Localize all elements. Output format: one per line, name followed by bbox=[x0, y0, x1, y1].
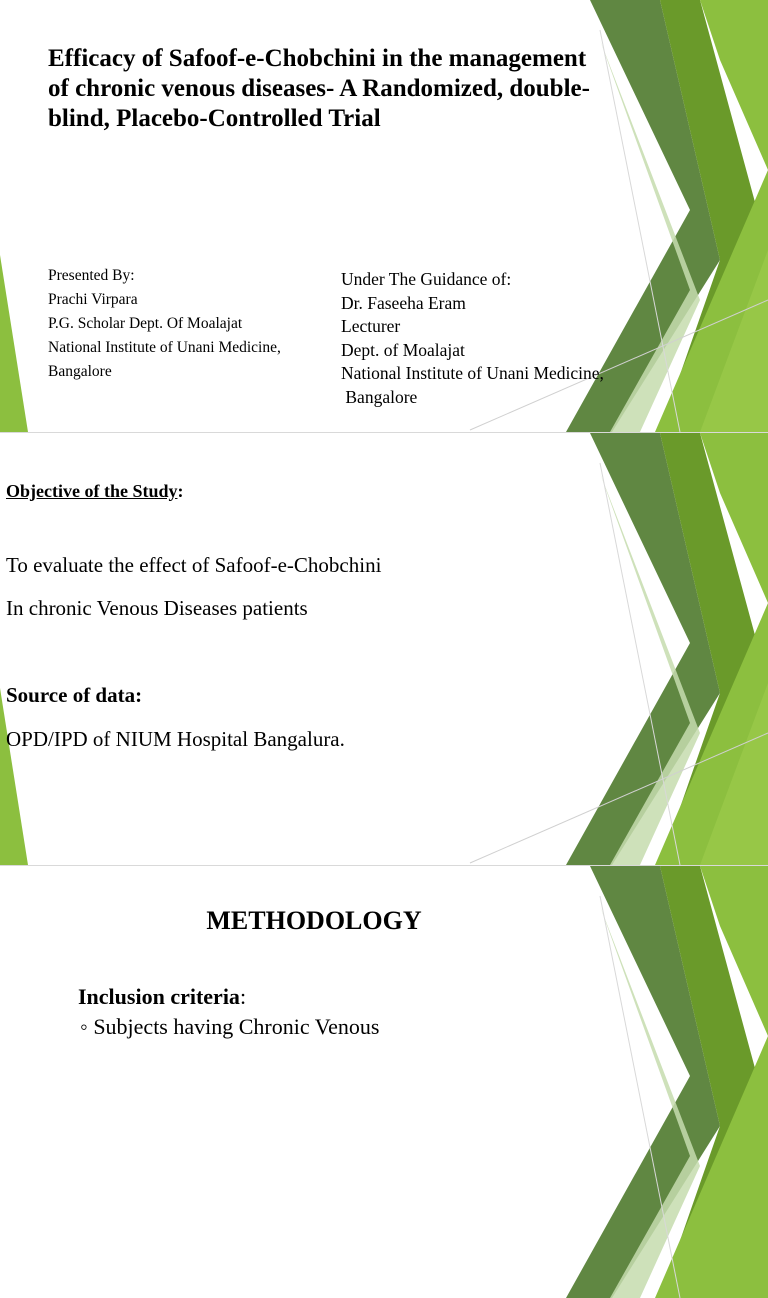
objective-slide bbox=[0, 433, 768, 865]
objective-heading: Objective of the Study: bbox=[6, 481, 184, 501]
inclusion-bullet: ◦ Subjects having Chronic Venous bbox=[80, 1014, 380, 1039]
presenter-institute: National Institute of Unani Medicine, bbox=[48, 339, 281, 356]
methodology-slide bbox=[0, 866, 768, 1039]
guide-dept: Dept. of Moalajat bbox=[341, 339, 465, 360]
presenter-name: Prachi Virpara bbox=[48, 291, 138, 308]
guide-institute: National Institute of Unani Medicine, bbox=[341, 363, 604, 383]
title-slide bbox=[0, 0, 768, 432]
source-heading: Source of data: bbox=[6, 683, 143, 707]
presenter-block bbox=[48, 264, 338, 384]
guide-city: Bangalore bbox=[341, 386, 418, 407]
objective-line-2: In chronic Venous Diseases patients bbox=[6, 596, 308, 620]
methodology-heading: METHODOLOGY bbox=[206, 906, 422, 935]
inclusion-criteria-heading: Inclusion criteria: bbox=[78, 984, 247, 1009]
objective-line-1: To evaluate the effect of Safoof-e-Chobchini bbox=[6, 553, 382, 577]
bullet-icon: ◦ bbox=[80, 1014, 94, 1039]
presenter-role: P.G. Scholar Dept. Of Moalajat bbox=[48, 315, 243, 332]
presentation-title: Efficacy of Safoof-e-Chobchini in the management of chronic venous diseases- A Randomized, double-blind, Placebo-Controlled Trial bbox=[48, 45, 590, 132]
source-text: OPD/IPD of NIUM Hospital Bangalura. bbox=[6, 727, 345, 751]
guide-role: Lecturer bbox=[341, 316, 401, 336]
guide-heading: Under The Guidance of: bbox=[341, 269, 512, 289]
guide-name: Dr. Faseeha Eram bbox=[341, 292, 466, 313]
presenter-city: Bangalore bbox=[48, 363, 112, 380]
guide-block bbox=[341, 268, 661, 409]
presenter-heading: Presented By: bbox=[48, 267, 135, 284]
